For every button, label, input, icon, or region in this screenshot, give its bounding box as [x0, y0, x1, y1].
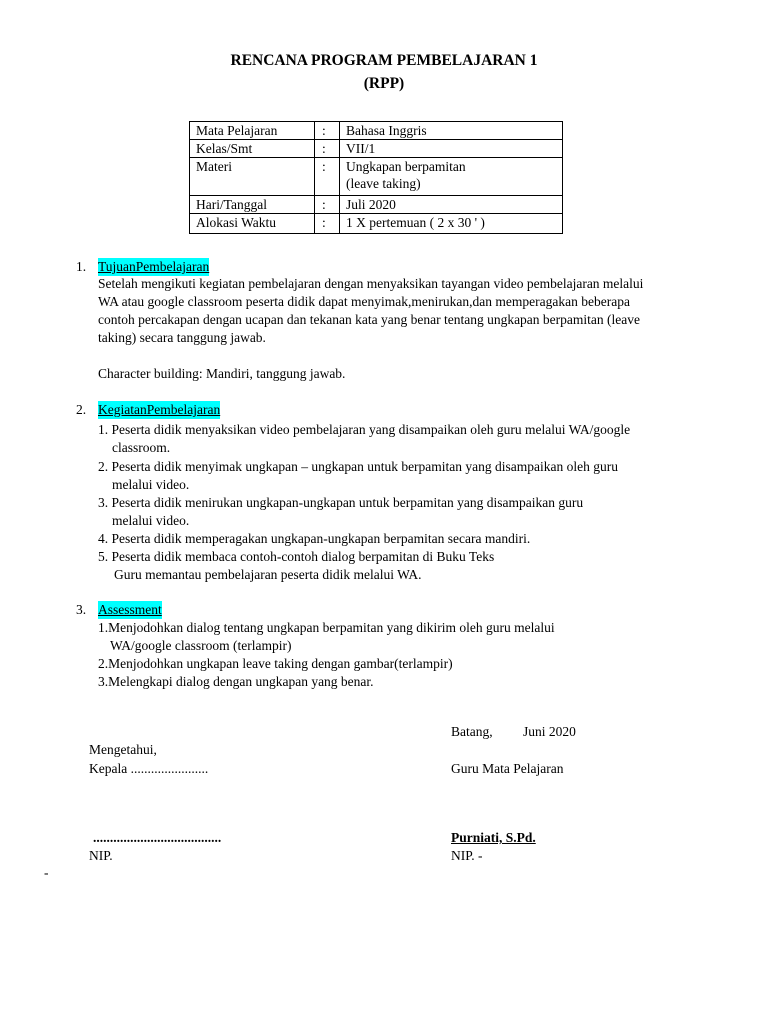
document-title: RENCANA PROGRAM PEMBELAJARAN 1 — [230, 52, 538, 69]
table-cell-separator: : — [315, 196, 340, 214]
table-row — [190, 196, 563, 214]
signature-guru-name: Purniati, S.Pd. — [451, 830, 536, 845]
list-item: 5. Peserta didik membaca contoh-contoh dialog berpamitan di Buku Teks — [98, 549, 495, 564]
table-cell-separator: : — [315, 140, 340, 158]
list-item-continued: Guru memantau pembelajaran peserta didik melalui WA. — [114, 567, 422, 582]
character-building: Character building: Mandiri, tanggung jawab. — [98, 366, 346, 381]
section-heading: Assessment — [98, 602, 162, 617]
signature-nip-right: NIP. - — [451, 848, 483, 863]
paragraph-line: taking) secara tanggung jawab. — [98, 330, 266, 345]
table-cell-value: 1 X pertemuan ( 2 x 30 ' ) — [340, 214, 563, 234]
list-item: 1. Peserta didik menyaksikan video pembelajaran yang disampaikan oleh guru melalui WA/google — [98, 422, 631, 437]
table-cell-value: Juli 2020 — [340, 196, 563, 214]
table-cell-label: Mata Pelajaran — [190, 122, 315, 140]
list-item: 3.Melengkapi dialog dengan ungkapan yang benar. — [98, 674, 374, 689]
table-cell-value-line: Ungkapan berpamitan — [346, 159, 466, 174]
list-item: 2. Peserta didik menyimak ungkapan – ungkapan untuk berpamitan yang disampaikan oleh guru — [98, 459, 619, 474]
signature-place: Batang, — [451, 724, 493, 739]
table-row — [190, 158, 563, 196]
stray-dash: - — [44, 865, 49, 880]
section-number: 3. — [76, 602, 87, 617]
signature-guru-title: Guru Mata Pelajaran — [451, 761, 564, 776]
table-cell-label: Hari/Tanggal — [190, 196, 315, 214]
table-cell-separator: : — [315, 158, 340, 196]
section-number: 2. — [76, 402, 87, 417]
list-item-continued: melalui video. — [112, 477, 190, 492]
info-table — [189, 121, 563, 234]
signature-nip-left: NIP. — [89, 848, 113, 863]
list-item: 2.Menjodohkan ungkapan leave taking dengan gambar(terlampir) — [98, 656, 453, 671]
table-cell-value-line: (leave taking) — [346, 176, 421, 191]
table-cell-separator: : — [315, 214, 340, 234]
table-cell-separator: : — [315, 122, 340, 140]
list-item-continued: classroom. — [112, 440, 171, 455]
document-subtitle: (RPP) — [363, 75, 405, 92]
signature-kepala: Kepala ....................... — [89, 761, 209, 776]
list-item: 1.Menjodohkan dialog tentang ungkapan berpamitan yang dikirim oleh guru melalui — [98, 620, 555, 635]
table-row — [190, 214, 563, 234]
table-row — [190, 140, 563, 158]
section-heading: KegiatanPembelajaran — [98, 402, 221, 417]
list-item: 3. Peserta didik menirukan ungkapan-ungkapan untuk berpamitan yang disampaikan guru — [98, 495, 584, 510]
table-cell-label: Kelas/Smt — [190, 140, 315, 158]
paragraph-line: WA atau google classroom peserta didik dapat menyimak,menirukan,dan memperagakan beberapa — [98, 294, 630, 309]
paragraph-line: contoh percakapan dengan ucapan dan tekanan kata yang benar tentang ungkapan berpamitan (leave — [98, 312, 640, 327]
table-cell-label: Materi — [190, 158, 315, 196]
signature-date: Juni 2020 — [523, 724, 576, 739]
list-item-continued: melalui video. — [112, 513, 190, 528]
signature-mengetahui: Mengetahui, — [89, 742, 157, 757]
signature-kepala-name: ...................................... — [93, 830, 222, 845]
section-heading: TujuanPembelajaran — [98, 259, 210, 274]
section-number: 1. — [76, 259, 87, 274]
paragraph-line: Setelah mengikuti kegiatan pembelajaran dengan menyaksikan tayangan video pembelajaran melalui — [98, 276, 644, 291]
table-cell-value — [340, 158, 563, 196]
list-item-continued: WA/google classroom (terlampir) — [110, 638, 292, 653]
table-row — [190, 122, 563, 140]
table-cell-value: Bahasa Inggris — [340, 122, 563, 140]
table-cell-value: VII/1 — [340, 140, 563, 158]
table-cell-label: Alokasi Waktu — [190, 214, 315, 234]
list-item: 4. Peserta didik memperagakan ungkapan-ungkapan berpamitan secara mandiri. — [98, 531, 531, 546]
